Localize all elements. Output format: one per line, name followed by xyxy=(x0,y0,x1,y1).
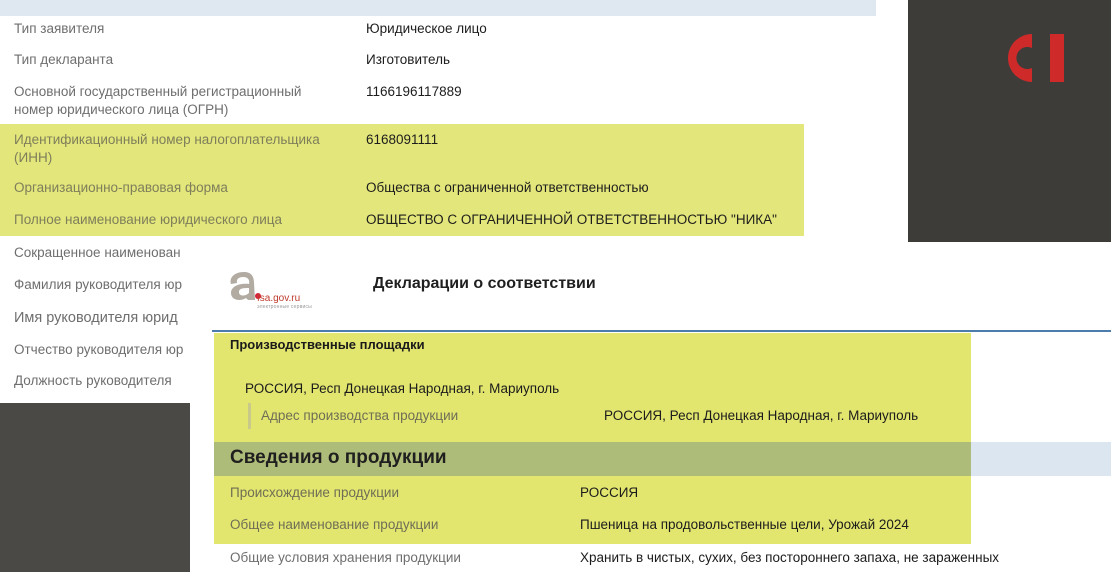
record-label: Тип декларанта xyxy=(14,52,114,67)
production-sites-heading: Производственные площадки xyxy=(230,337,425,352)
record-value: 1166196117889 xyxy=(366,84,462,99)
header-divider xyxy=(212,330,1111,332)
record-label: Сокращенное наименован xyxy=(14,245,181,260)
panel-topbar xyxy=(0,0,876,16)
site-name: fsa.gov.ru xyxy=(257,293,301,304)
production-address-value: РОССИЯ, Респ Донецкая Народная, г. Мариуполь xyxy=(604,408,919,423)
production-address-label: Адрес производства продукции xyxy=(261,408,459,423)
background-left xyxy=(0,400,200,572)
product-label: Происхождение продукции xyxy=(230,485,400,500)
record-label: Полное наименование юридического лица xyxy=(14,212,283,227)
production-site-name: РОССИЯ, Респ Донецкая Народная, г. Мариуполь xyxy=(245,381,560,396)
product-label: Общие условия хранения продукции xyxy=(230,550,461,565)
page-title: Декларации о соответствии xyxy=(373,275,596,292)
product-value: Пшеница на продовольственные цели, Урожай 2024 xyxy=(580,517,909,532)
record-value: Общества с ограниченной ответственностью xyxy=(366,180,649,195)
record-label: Фамилия руководителя юр xyxy=(14,277,183,292)
record-value: 6168091111 xyxy=(366,132,439,147)
product-label: Общее наименование продукции xyxy=(230,517,439,532)
record-label: Отчество руководителя юр xyxy=(14,342,184,357)
declaration-header xyxy=(190,242,1111,330)
record-value: Изготовитель xyxy=(366,52,450,67)
nested-indent-bar xyxy=(248,403,251,429)
record-label: Идентификационный номер налогоплательщика (ИНН) xyxy=(14,132,320,165)
record-value: ОБЩЕСТВО С ОГРАНИЧЕННОЙ ОТВЕТСТВЕННОСТЬЮ "НИКА" xyxy=(366,212,777,227)
channel-logo-icon xyxy=(1002,30,1076,86)
product-value: Хранить в чистых, сухих, без постороннего запаха, не зараженных xyxy=(580,550,1000,565)
record-label: Тип заявителя xyxy=(14,21,105,36)
record-label: Имя руководителя юрид xyxy=(14,310,178,326)
product-value: РОССИЯ xyxy=(580,485,639,500)
site-subtitle: электронные сервисы xyxy=(257,304,312,310)
record-value: Юридическое лицо xyxy=(366,21,487,36)
record-label: Основной государственный регистрационный номер юридического лица (ОГРН) xyxy=(14,84,302,117)
declaration-panel xyxy=(190,242,1111,572)
record-label: Организационно-правовая форма xyxy=(14,180,228,195)
highlight-marker xyxy=(214,333,971,544)
record-label: Должность руководителя xyxy=(14,373,172,388)
product-section-title: Сведения о продукции xyxy=(230,447,447,468)
